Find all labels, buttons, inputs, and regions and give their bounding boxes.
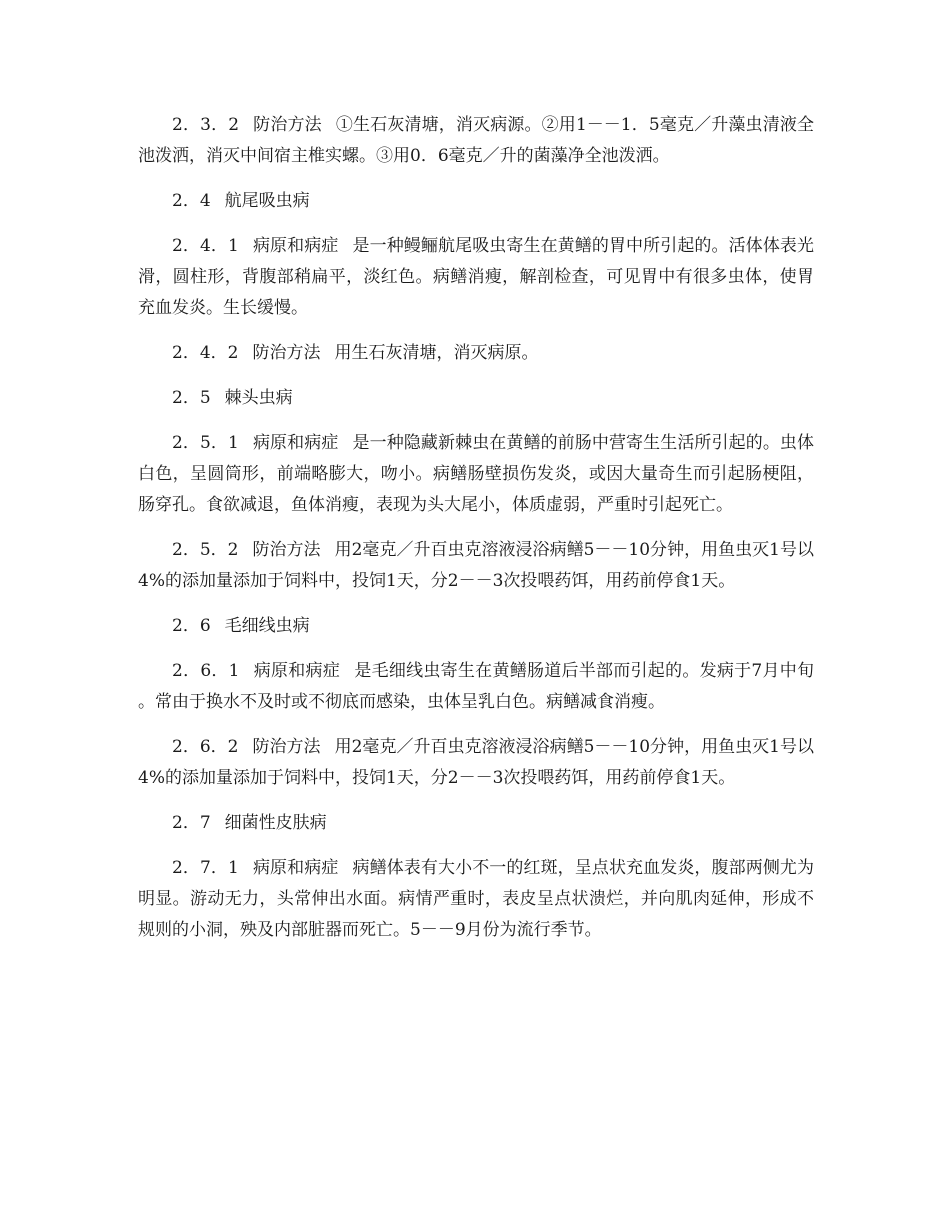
heading-number: 2．5 bbox=[172, 388, 211, 408]
section-2-6-2 bbox=[138, 732, 814, 794]
section-2-5-1 bbox=[138, 428, 814, 521]
section-text: 用2毫克／升百虫克溶液浸浴病鳝5－－10分钟，用鱼虫灭1号以4%的添加量添加于饲料中，投饲1天，分2－－3次投喂药饵，用药前停食1天。 bbox=[138, 737, 814, 788]
section-2-3-2 bbox=[138, 110, 814, 172]
section-number: 2．3．2 bbox=[172, 115, 240, 135]
section-number: 2．7．1 bbox=[172, 858, 239, 878]
heading-title: 航尾吸虫病 bbox=[224, 191, 310, 211]
section-title: 防治方法 bbox=[252, 343, 321, 363]
heading-2-7 bbox=[138, 808, 814, 839]
section-2-4-2 bbox=[138, 338, 814, 369]
section-text: 病鳝体表有大小不一的红斑，呈点状充血发炎，腹部两侧尤为明显。游动无力，头常伸出水面。病情严重时，表皮呈点状溃烂，并向肌肉延伸，形成不规则的小洞，殃及内部脏器而死亡。5－－9月份为流行季节。 bbox=[138, 858, 815, 940]
section-2-7-1 bbox=[138, 853, 814, 946]
heading-2-6 bbox=[138, 611, 814, 642]
section-title: 防治方法 bbox=[252, 737, 321, 757]
section-text: 用生石灰清塘，消灭病原。 bbox=[334, 343, 539, 363]
heading-number: 2．6 bbox=[172, 616, 211, 636]
heading-number: 2．7 bbox=[172, 813, 211, 833]
section-text: 是毛细线虫寄生在黄鳝肠道后半部而引起的。发病于7月中旬。常由于换水不及时或不彻底而感染，虫体呈乳白色。病鳝减食消瘦。 bbox=[138, 661, 814, 712]
section-number: 2．6．1 bbox=[172, 661, 240, 681]
section-text: 是一种鳗鲡航尾吸虫寄生在黄鳝的胃中所引起的。活体体表光滑，圆柱形，背腹部稍扁平，淡红色。病鳝消瘦，解剖检查，可见胃中有很多虫体，使胃充血发炎。生长缓慢。 bbox=[138, 236, 815, 318]
document-body bbox=[138, 110, 814, 960]
section-title: 防治方法 bbox=[253, 115, 322, 135]
heading-number: 2．4 bbox=[172, 191, 211, 211]
heading-2-4 bbox=[138, 186, 814, 217]
section-title: 病原和病症 bbox=[252, 433, 339, 453]
section-number: 2．6．2 bbox=[172, 737, 239, 757]
heading-title: 毛细线虫病 bbox=[224, 616, 310, 636]
section-text: 用2毫克／升百虫克溶液浸浴病鳝5－－10分钟，用鱼虫灭1号以4%的添加量添加于饲料中，投饲1天，分2－－3次投喂药饵，用药前停食1天。 bbox=[138, 540, 814, 591]
section-title: 病原和病症 bbox=[253, 661, 341, 681]
section-title: 防治方法 bbox=[252, 540, 321, 560]
section-2-6-1 bbox=[138, 656, 814, 718]
section-2-4-1 bbox=[138, 231, 814, 324]
section-2-5-2 bbox=[138, 535, 814, 597]
section-text: 是一种隐藏新棘虫在黄鳝的前肠中营寄生生活所引起的。虫体白色，呈圆筒形，前端略膨大，吻小。病鳝肠壁损伤发炎，或因大量奇生而引起肠梗阻，肠穿孔。食欲减退，鱼体消瘦，表现为头大尾小，体质虚弱，严重时引起死亡。 bbox=[138, 433, 815, 515]
heading-title: 棘头虫病 bbox=[224, 388, 293, 408]
section-number: 2．5．1 bbox=[172, 433, 239, 453]
section-number: 2．4．1 bbox=[172, 236, 239, 256]
section-title: 病原和病症 bbox=[252, 236, 339, 256]
heading-2-5 bbox=[138, 383, 814, 414]
section-number: 2．5．2 bbox=[172, 540, 239, 560]
section-number: 2．4．2 bbox=[172, 343, 239, 363]
section-title: 病原和病症 bbox=[252, 858, 339, 878]
section-text: ①生石灰清塘，消灭病源。②用1－－1．5毫克／升藻虫清液全池泼洒，消灭中间宿主椎实螺。③用0．6毫克／升的菌藻净全池泼洒。 bbox=[138, 115, 814, 166]
heading-title: 细菌性皮肤病 bbox=[224, 813, 327, 833]
